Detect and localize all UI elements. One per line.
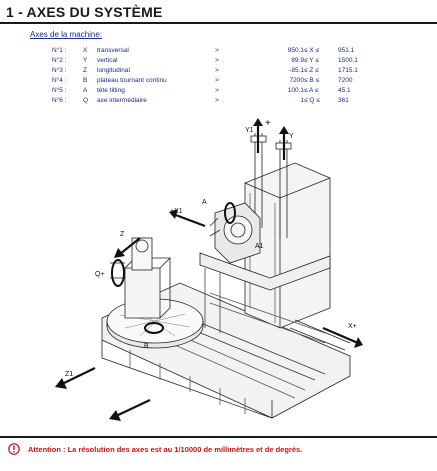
axis-max: 1500.1	[338, 56, 358, 64]
axis-no: N°3 :	[52, 66, 67, 74]
x1-arrow	[173, 214, 205, 226]
label-q: Q+	[95, 271, 105, 278]
label-a: A	[202, 199, 207, 206]
warning-icon	[8, 443, 20, 455]
left-fixture	[125, 268, 160, 318]
label-y: Y	[289, 133, 294, 140]
label-plus: +	[265, 118, 271, 129]
axis-gt: >	[215, 96, 219, 104]
axis-axis: X	[83, 46, 88, 54]
axis-no: N°6 :	[52, 96, 67, 104]
axis-axis: Y	[83, 56, 88, 64]
footer-divider	[0, 436, 437, 438]
axis-rel: ≤ A ≤	[304, 86, 319, 94]
label-y1: Y1	[245, 127, 254, 134]
axis-no: N°2 :	[52, 56, 67, 64]
page-title: 1 - AXES DU SYSTÈME	[6, 4, 163, 20]
axis-desc: tête tilting	[97, 86, 125, 94]
axis-axis: Q	[83, 96, 89, 104]
axis-min: 1	[300, 96, 304, 104]
attention-text: Attention : La résolution des axes est au 1/10000 de millimètres et de degrés.	[28, 444, 303, 454]
label-z: Z	[120, 231, 125, 238]
title-divider	[0, 22, 437, 24]
axis-axis: A	[83, 86, 88, 94]
axis-max: 45.1	[338, 86, 351, 94]
b-arrow	[116, 400, 150, 416]
axis-max: 361	[338, 96, 349, 104]
axis-desc: vertical	[97, 56, 118, 64]
axis-rel: ≤ Q ≤	[304, 96, 320, 104]
axis-min: -85.1	[289, 66, 304, 74]
label-a1: A1	[255, 243, 264, 250]
axis-row	[52, 55, 368, 65]
axis-gt: >	[215, 46, 219, 54]
axis-rel: ≤ Z ≤	[304, 66, 319, 74]
axis-row	[52, 85, 368, 95]
x-arrow	[323, 328, 358, 343]
axis-desc: transversal	[97, 46, 129, 54]
axis-max: 951.1	[338, 46, 355, 54]
axis-max: 1715.1	[338, 66, 358, 74]
axis-gt: >	[215, 76, 219, 84]
label-z1: Z1	[65, 371, 74, 378]
axis-desc: plateau tournant continu	[97, 76, 167, 84]
axis-min: 100.1	[287, 86, 304, 94]
axis-no: N°4 :	[52, 76, 67, 84]
q-rotation-arrow	[112, 260, 124, 286]
axis-rel: ≤ B ≤	[304, 76, 320, 84]
axis-max: 7200	[338, 76, 353, 84]
axis-min: 7200	[289, 76, 304, 84]
axis-no: N°1 :	[52, 46, 67, 54]
axis-row	[52, 75, 368, 85]
label-x: X+	[348, 323, 357, 330]
axis-rel: ≤ X ≤	[304, 46, 320, 54]
axis-desc: axe intermédiaire	[97, 96, 147, 104]
label-x1: +X1	[170, 208, 183, 215]
axis-min: 950.1	[287, 46, 304, 54]
attention-note	[8, 443, 302, 455]
axis-rel: ≤ Y ≤	[304, 56, 319, 64]
axis-row	[52, 65, 368, 75]
machine-diagram	[40, 118, 380, 423]
axis-desc: longitudinal	[97, 66, 130, 74]
axis-axis: Z	[83, 66, 87, 74]
section-subtitle: Axes de la machine:	[30, 30, 103, 39]
axis-row	[52, 45, 368, 55]
axes-table	[52, 45, 368, 105]
axis-row	[52, 95, 368, 105]
axis-gt: >	[215, 86, 219, 94]
axis-gt: >	[215, 56, 219, 64]
axis-no: N°5 :	[52, 86, 67, 94]
axis-gt: >	[215, 66, 219, 74]
label-b: B	[144, 343, 149, 350]
axis-axis: B	[83, 76, 88, 84]
axis-min: 89.9	[291, 56, 304, 64]
